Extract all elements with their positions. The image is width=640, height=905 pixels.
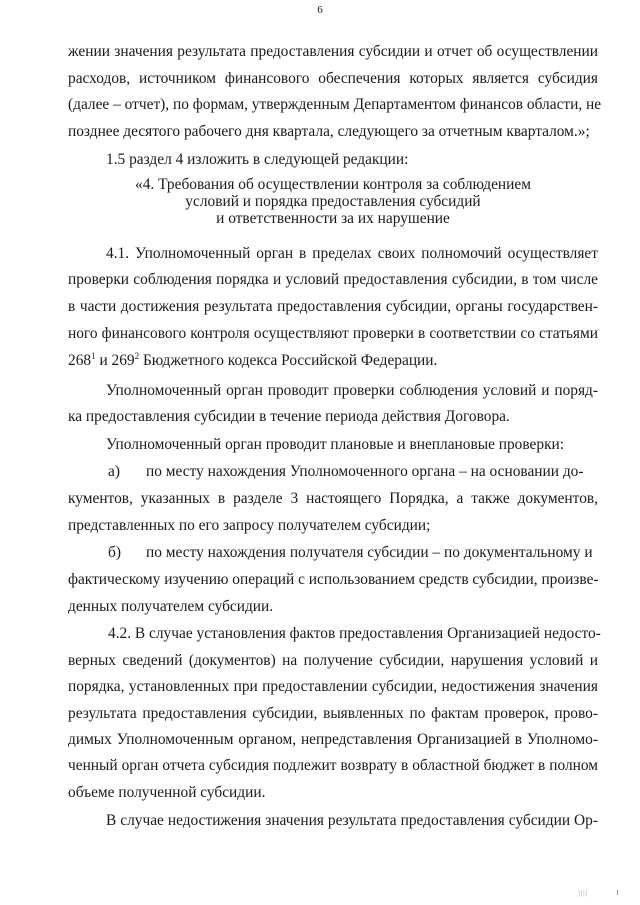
section-heading-line: и ответственности за их нарушение (216, 210, 450, 227)
text-line: 1.5 раздел 4 изложить в следующей редакции: (106, 151, 409, 168)
text-line: позднее десятого рабочего дня квартала, следующего за отчетным кварталом.»; (68, 123, 590, 140)
text-line: 4.2. В случае установления фактов предоставления Организацией недосто- (108, 625, 601, 642)
text-line: В случае недостижения значения результата предоставления субсидии Ор- (106, 812, 598, 829)
article-number: 268 (68, 352, 92, 369)
list-marker: а) (108, 463, 120, 480)
text-line: расходов, источником финансового обеспечения которых является субсидия (68, 70, 598, 87)
text-fragment: по месту нахождения получателя субсидии – по документальному и (146, 544, 593, 561)
text-line: (далее – отчет), по формам, утвержденным Департаментом финансов области, не (68, 96, 602, 113)
text-line: Уполномоченный орган проводит проверки соблюдения условий и поряд- (106, 382, 598, 399)
text-fragment: Бюджетного кодекса Российской Федерации. (139, 352, 438, 369)
section-heading-line: условий и порядка предоставления субсидий (185, 193, 481, 210)
text-line: ного финансового контроля осуществляют проверки в соответствии со статьями (68, 325, 598, 342)
text-fragment: и 269 (95, 352, 135, 369)
text-line: проверки соблюдения порядка и условий предоставления субсидии, в том числе (68, 271, 598, 288)
text-line: представленных по его запросу получателем субсидии; (68, 517, 431, 534)
scan-margin-mark: |||| (578, 889, 588, 897)
text-line: денных получателем субсидии. (68, 598, 274, 615)
page-number: 6 (317, 4, 323, 16)
text-line: ченный орган отчета субсидия подлежит возврату в областной бюджет в полном (68, 757, 598, 774)
text-fragment: по месту нахождения Уполномоченного органа – на основании до- (146, 463, 584, 480)
text-line: в части достижения результата предоставления субсидии, органы государствен- (68, 298, 598, 315)
text-line (68, 352, 598, 370)
superscript: 2 (134, 351, 140, 361)
text-line: ка предоставления субсидии в течение периода действия Договора. (68, 408, 510, 425)
list-item-b (108, 544, 598, 562)
list-marker: б) (108, 544, 121, 561)
text-line: жении значения результата предоставления субсидии и отчет об осуществлении (68, 43, 598, 60)
text-line: Уполномоченный орган проводит плановые и внеплановые проверки: (106, 436, 565, 453)
list-item-a (108, 463, 598, 481)
text-line: кументов, указанных в разделе 3 настоящего Порядка, а также документов, (68, 490, 598, 507)
scan-tick-mark (617, 890, 618, 895)
text-line: фактическому изучению операций с использованием средств субсидии, произве- (68, 571, 599, 588)
text-line: результата предоставления субсидии, выявленных по фактам проверок, прово- (68, 705, 598, 722)
superscript: 1 (91, 351, 96, 361)
text-line: димых Уполномоченным органом, непредставления Организацией в Уполномо- (68, 731, 598, 748)
text-line: 4.1. Уполномоченный орган в пределах своих полномочий осуществляет (106, 245, 598, 262)
text-line: объеме полученной субсидии. (68, 784, 266, 801)
section-heading-line: «4. Требования об осуществлении контроля за соблюдением (135, 176, 531, 193)
text-line: верных сведений (документов) на получение субсидии, нарушения условий и (68, 652, 598, 669)
text-line: порядка, установленных при предоставлении субсидии, недостижения значения (68, 678, 598, 695)
